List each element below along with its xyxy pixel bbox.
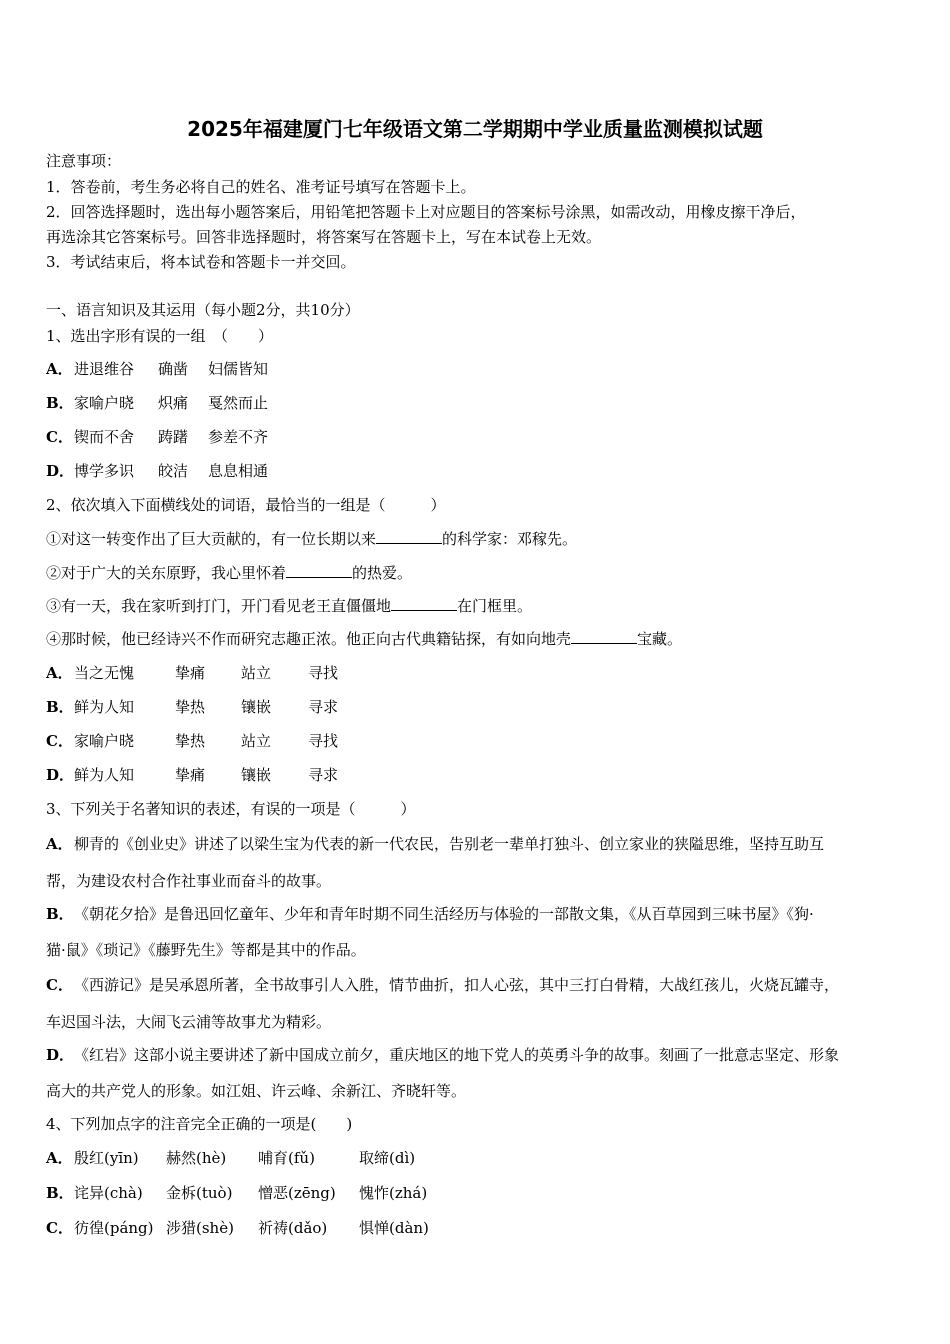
option-word: 站立 xyxy=(241,664,272,682)
option-letter: C． xyxy=(46,732,73,750)
option-word: 炽痛 xyxy=(158,394,189,412)
section-heading: 一、语言知识及其运用（每小题2分，共10分） xyxy=(46,301,360,319)
q2-sentence xyxy=(46,563,412,583)
sentence-text: ①对这一转变作出了巨大贡献的，有一位长期以来 xyxy=(46,530,377,548)
fill-blank xyxy=(286,563,352,578)
sentence-text: 宝藏。 xyxy=(637,630,683,648)
notice-item: 再选涂其它答案标号。回答非选择题时，将答案写在答题卡上，写在本试卷上无效。 xyxy=(46,228,602,246)
option-word: 取缔(dì) xyxy=(359,1149,416,1167)
q4-option-c xyxy=(46,1218,429,1238)
option-letter: C． xyxy=(46,976,73,994)
option-word: 家喻户晓 xyxy=(74,394,135,412)
option-word: 鲜为人知 xyxy=(74,766,135,784)
option-word: 寻求 xyxy=(308,766,339,784)
notice-heading: 注意事项： xyxy=(46,152,122,170)
sentence-text: ④那时候，他已经诗兴不作而研究志趣正浓。他正向古代典籍钻探，有如向地壳 xyxy=(46,630,572,648)
option-letter: B． xyxy=(46,905,74,923)
option-text-continued: 猫·鼠》《琐记》《藤野先生》等都是其中的作品。 xyxy=(46,941,366,959)
option-text: 柳青的《创业史》讲述了以梁生宝为代表的新一代农民，告别老一辈单打独斗、创立家业的狭隘思维，坚持互助互 xyxy=(74,835,825,853)
sentence-text: 在门框里。 xyxy=(457,597,533,615)
option-word: 金柝(tuò) xyxy=(166,1184,233,1202)
q3-option-b xyxy=(46,904,814,924)
question-2-stem: 2、依次填入下面横线处的词语，最恰当的一组是（ ） xyxy=(46,496,446,514)
question-3-stem: 3、下列关于名著知识的表述，有误的一项是（ ） xyxy=(46,800,416,818)
sentence-text: ③有一天，我在家听到打门，开门看见老王直僵僵地 xyxy=(46,597,392,615)
option-text-continued: 车迟国斗法，大闹飞云浦等故事尤为精彩。 xyxy=(46,1013,332,1031)
option-word: 妇儒皆知 xyxy=(208,360,269,378)
q4-option-b xyxy=(46,1183,427,1203)
option-word: 寻找 xyxy=(308,732,339,750)
option-letter: D． xyxy=(46,1046,75,1064)
option-word: 锲而不舍 xyxy=(74,428,135,446)
option-word: 诧异(chà) xyxy=(74,1184,143,1202)
option-letter: C． xyxy=(46,428,73,446)
q3-option-a xyxy=(46,834,824,854)
option-letter: D． xyxy=(46,462,75,480)
q2-option-c xyxy=(46,731,338,751)
option-word: 家喻户晓 xyxy=(74,732,135,750)
fill-blank xyxy=(571,629,637,644)
option-word: 当之无愧 xyxy=(74,664,135,682)
option-word: 站立 xyxy=(241,732,272,750)
option-word: 博学多识 xyxy=(74,462,135,480)
fill-blank xyxy=(376,529,442,544)
option-letter: B． xyxy=(46,394,74,412)
q2-sentence xyxy=(46,629,682,649)
sentence-text: 的科学家：邓稼先。 xyxy=(442,530,578,548)
option-text-continued: 帮，为建设农村合作社事业而奋斗的故事。 xyxy=(46,872,332,890)
sentence-text: ②对于广大的关东原野，我心里怀着 xyxy=(46,564,287,582)
option-word: 惧惮(dàn) xyxy=(359,1219,429,1237)
option-letter: A． xyxy=(46,360,73,378)
q4-option-a xyxy=(46,1148,415,1168)
option-word: 涉猎(shè) xyxy=(166,1219,234,1237)
q1-option-d xyxy=(46,461,268,481)
q2-sentence xyxy=(46,529,577,549)
option-word: 鲜为人知 xyxy=(74,698,135,716)
option-letter: B． xyxy=(46,1184,74,1202)
option-word: 哺育(fǔ) xyxy=(258,1149,315,1167)
option-word: 憎恶(zēng) xyxy=(258,1184,336,1202)
q1-option-c xyxy=(46,427,268,447)
q1-option-b xyxy=(46,393,268,413)
option-word: 寻求 xyxy=(308,698,339,716)
option-word: 进退维谷 xyxy=(74,360,135,378)
notice-item: 3．考试结束后，将本试卷和答题卡一并交回。 xyxy=(46,253,356,271)
q1-option-a xyxy=(46,359,268,379)
option-word: 殷红(yīn) xyxy=(74,1149,139,1167)
sentence-text: 的热爱。 xyxy=(352,564,413,582)
option-word: 镶嵌 xyxy=(241,766,272,784)
option-word: 挚痛 xyxy=(175,766,206,784)
option-word: 息息相通 xyxy=(208,462,269,480)
option-word: 参差不齐 xyxy=(208,428,269,446)
option-word: 戛然而止 xyxy=(208,394,269,412)
option-letter: A． xyxy=(46,1149,73,1167)
fill-blank xyxy=(391,596,457,611)
page-title: 2025年福建厦门七年级语文第二学期期中学业质量监测模拟试题 xyxy=(187,117,763,141)
q2-option-a xyxy=(46,663,338,683)
notice-item: 1．答卷前，考生务必将自己的姓名、准考证号填写在答题卡上。 xyxy=(46,178,476,196)
option-word: 彷徨(páng) xyxy=(74,1219,154,1237)
option-word: 挚痛 xyxy=(175,664,206,682)
option-letter: C． xyxy=(46,1219,73,1237)
option-text: 《西游记》是吴承恩所著，全书故事引人入胜，情节曲折，扣人心弦，其中三打白骨精，大战红孩儿，火烧瓦罐寺， xyxy=(74,976,840,994)
q3-option-c xyxy=(46,975,839,995)
option-word: 赫然(hè) xyxy=(166,1149,227,1167)
option-word: 踌躇 xyxy=(158,428,189,446)
option-letter: D． xyxy=(46,766,75,784)
option-text: 《红岩》这部小说主要讲述了新中国成立前夕，重庆地区的地下党人的英勇斗争的故事。刻画了一批意志坚定、形象 xyxy=(74,1046,840,1064)
option-letter: B． xyxy=(46,698,74,716)
option-word: 确凿 xyxy=(158,360,189,378)
notice-item: 2．回答选择题时，选出每小题答案后，用铅笔把答题卡上对应题目的答案标号涂黑，如需改动，用橡皮擦干净后， xyxy=(46,203,806,221)
option-word: 挚热 xyxy=(175,732,206,750)
q2-sentence xyxy=(46,596,532,616)
q2-option-b xyxy=(46,697,338,717)
option-word: 镶嵌 xyxy=(241,698,272,716)
question-4-stem: 4、下列加点字的注音完全正确的一项是( ) xyxy=(46,1115,353,1133)
q3-option-d xyxy=(46,1045,839,1065)
question-1-stem: 1、选出字形有误的一组 （ ） xyxy=(46,327,274,345)
q2-option-d xyxy=(46,765,338,785)
option-letter: A． xyxy=(46,835,73,853)
option-word: 皎洁 xyxy=(158,462,189,480)
option-word: 祈祷(dǎo) xyxy=(258,1219,328,1237)
option-word: 寻找 xyxy=(308,664,339,682)
option-text: 《朝花夕拾》是鲁迅回忆童年、少年和青年时期不同生活经历与体验的一部散文集，《从百草园到三味书屋》《狗· xyxy=(74,905,814,923)
option-word: 挚热 xyxy=(175,698,206,716)
option-letter: A． xyxy=(46,664,73,682)
option-word: 愧怍(zhá) xyxy=(359,1184,428,1202)
option-text-continued: 高大的共产党人的形象。如江姐、许云峰、余新江、齐晓轩等。 xyxy=(46,1082,467,1100)
